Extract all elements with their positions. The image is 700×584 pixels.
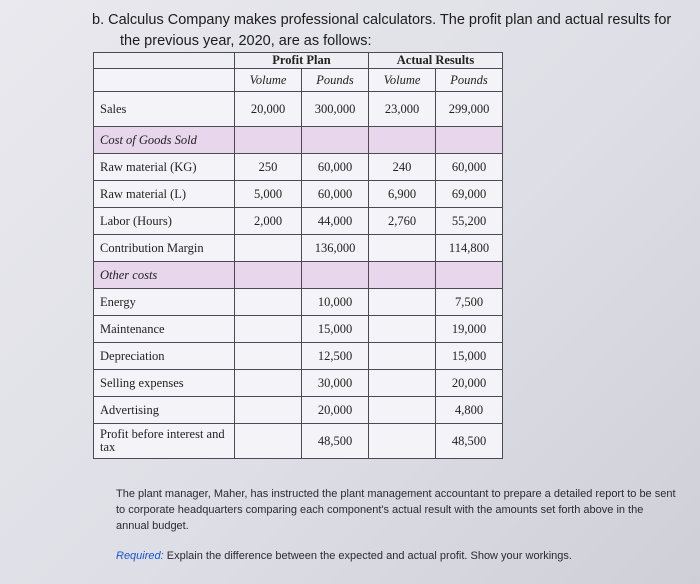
row-label: Cost of Goods Sold xyxy=(94,127,235,154)
group-header-row xyxy=(94,53,503,69)
table-cell xyxy=(436,262,503,289)
table-cell xyxy=(369,343,436,370)
actual-pounds-header: Pounds xyxy=(436,69,503,92)
table-cell: 6,900 xyxy=(369,181,436,208)
table-cell: 114,800 xyxy=(436,235,503,262)
actual-volume-header: Volume xyxy=(369,69,436,92)
row-label: Raw material (L) xyxy=(94,181,235,208)
profit-plan-table xyxy=(93,52,503,459)
row-label: Selling expenses xyxy=(94,370,235,397)
table-cell xyxy=(369,370,436,397)
required-line xyxy=(116,548,676,564)
table-corner-cell xyxy=(94,53,235,69)
table-cell: 12,500 xyxy=(302,343,369,370)
instruction-paragraph: The plant manager, Maher, has instructed the plant management accountant to prepare a detailed report to be sent to corporate headquarters comparing each component's actual result with the amounts set forth above in the annual budget. xyxy=(116,488,676,532)
table-cell: 7,500 xyxy=(436,289,503,316)
table-cell: 15,000 xyxy=(302,316,369,343)
table-cell: 250 xyxy=(235,154,302,181)
table-row-labor-hours xyxy=(94,208,503,235)
table-cell: 300,000 xyxy=(302,92,369,127)
table-cell: 19,000 xyxy=(436,316,503,343)
table-cell: 240 xyxy=(369,154,436,181)
table-cell: 60,000 xyxy=(302,181,369,208)
question-footer xyxy=(116,486,676,564)
table-cell: 44,000 xyxy=(302,208,369,235)
required-text: Explain the difference between the expected and actual profit. Show your workings. xyxy=(163,550,572,562)
table-cell: 20,000 xyxy=(235,92,302,127)
table-cell xyxy=(369,424,436,459)
table-cell xyxy=(436,127,503,154)
table-row-other-costs xyxy=(94,262,503,289)
profit-plan-header: Profit Plan xyxy=(235,53,369,69)
table-cell xyxy=(235,235,302,262)
table-row-sales xyxy=(94,92,503,127)
table-cell xyxy=(369,316,436,343)
table-cell: 69,000 xyxy=(436,181,503,208)
table-cell xyxy=(235,424,302,459)
table-cell: 5,000 xyxy=(235,181,302,208)
table-cell xyxy=(235,316,302,343)
heading-line-1: b. Calculus Company makes professional calculators. The profit plan and actual results for xyxy=(92,12,672,28)
table-cell xyxy=(369,127,436,154)
table-row-advertising xyxy=(94,397,503,424)
row-label: Energy xyxy=(94,289,235,316)
required-label: Required: xyxy=(116,550,164,562)
table-row-energy xyxy=(94,289,503,316)
row-label: Labor (Hours) xyxy=(94,208,235,235)
table-row-selling-expenses xyxy=(94,370,503,397)
table-cell: 20,000 xyxy=(436,370,503,397)
table-row-cost-of-goods-sold xyxy=(94,127,503,154)
row-label: Contribution Margin xyxy=(94,235,235,262)
actual-results-header: Actual Results xyxy=(369,53,503,69)
row-label: Profit before interest and tax xyxy=(94,424,235,459)
row-label: Sales xyxy=(94,92,235,127)
table-cell: 20,000 xyxy=(302,397,369,424)
table-cell: 48,500 xyxy=(436,424,503,459)
table-cell xyxy=(235,289,302,316)
table-cell xyxy=(369,397,436,424)
table-cell xyxy=(302,262,369,289)
row-label: Maintenance xyxy=(94,316,235,343)
table-row-raw-material-l xyxy=(94,181,503,208)
plan-pounds-header: Pounds xyxy=(302,69,369,92)
table-cell xyxy=(369,235,436,262)
table-row-raw-material-kg xyxy=(94,154,503,181)
sub-header-corner-cell xyxy=(94,69,235,92)
table-cell: 55,200 xyxy=(436,208,503,235)
table-row-depreciation xyxy=(94,343,503,370)
table-row-maintenance xyxy=(94,316,503,343)
table-cell: 30,000 xyxy=(302,370,369,397)
sub-header-row xyxy=(94,69,503,92)
table-cell xyxy=(235,397,302,424)
table-cell: 136,000 xyxy=(302,235,369,262)
table-cell: 23,000 xyxy=(369,92,436,127)
table-cell xyxy=(235,262,302,289)
table-row-contribution-margin xyxy=(94,235,503,262)
row-label: Depreciation xyxy=(94,343,235,370)
heading-line-2: the previous year, 2020, are as follows: xyxy=(120,33,372,49)
question-heading xyxy=(92,10,672,52)
table-cell xyxy=(302,127,369,154)
table-cell: 4,800 xyxy=(436,397,503,424)
row-label: Other costs xyxy=(94,262,235,289)
row-label: Raw material (KG) xyxy=(94,154,235,181)
table-cell: 2,000 xyxy=(235,208,302,235)
table-cell: 48,500 xyxy=(302,424,369,459)
plan-volume-header: Volume xyxy=(235,69,302,92)
row-label: Advertising xyxy=(94,397,235,424)
table-cell xyxy=(235,370,302,397)
table-row-profit-before-interest xyxy=(94,424,503,459)
table-cell: 15,000 xyxy=(436,343,503,370)
table-cell xyxy=(369,262,436,289)
table-cell xyxy=(369,289,436,316)
table-cell: 299,000 xyxy=(436,92,503,127)
table-cell: 60,000 xyxy=(302,154,369,181)
table-cell xyxy=(235,127,302,154)
table-cell xyxy=(235,343,302,370)
table-cell: 10,000 xyxy=(302,289,369,316)
table-cell: 60,000 xyxy=(436,154,503,181)
table-cell: 2,760 xyxy=(369,208,436,235)
